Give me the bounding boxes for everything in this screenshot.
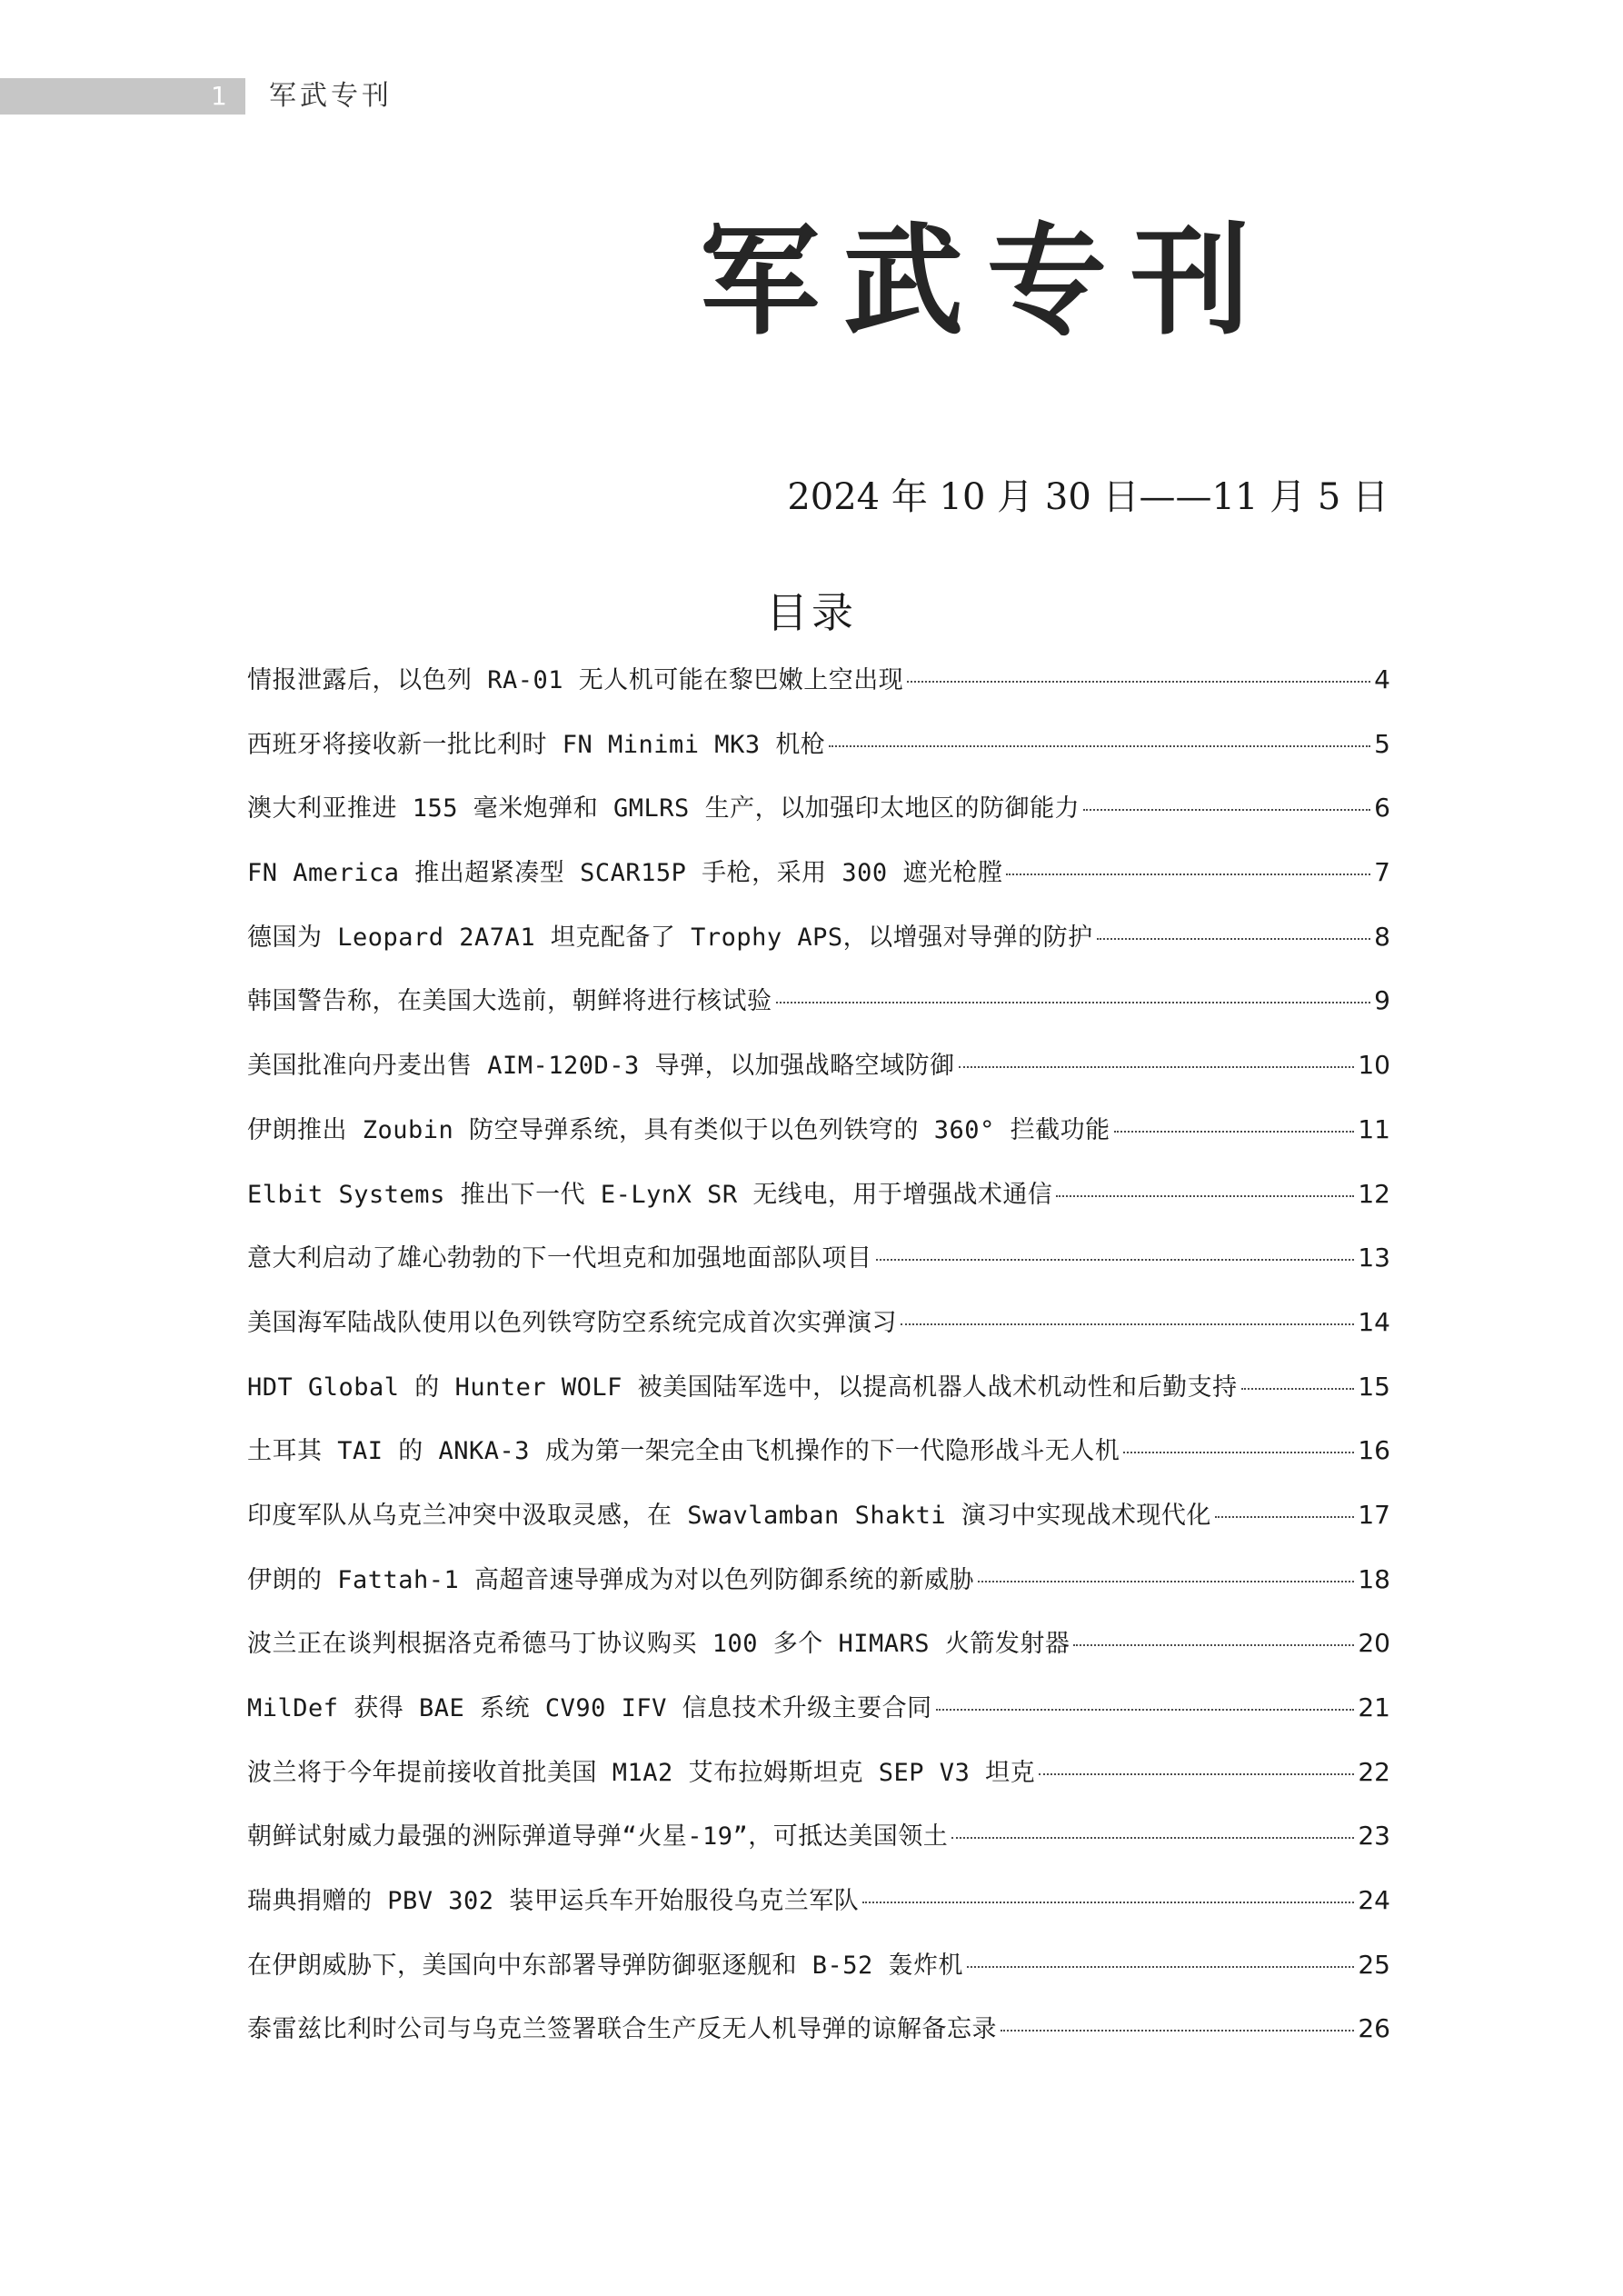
toc-dot-leader [1039,1773,1354,1775]
toc-entry-title: 美国批准向丹麦出售 AIM-120D-3 导弹，以加强战略空域防御 [247,1052,955,1081]
toc-entry[interactable] [247,1752,1390,1817]
header-bar [0,78,245,115]
toc-entry-title: 德国为 Leopard 2A7A1 坦克配备了 Trophy APS，以增强对导弹的防护 [247,923,1093,952]
toc-entry[interactable] [247,788,1390,853]
toc-entry-page: 10 [1358,1050,1390,1081]
toc-entry-title: 朝鲜试射威力最强的洲际弹道导弹“火星-19”，可抵达美国领土 [247,1822,949,1852]
toc-dot-leader [1097,938,1371,940]
toc-entry-page: 12 [1358,1178,1390,1209]
toc-entry-page: 8 [1374,921,1390,952]
toc-entry[interactable] [247,1174,1390,1239]
toc-entry-page: 21 [1358,1692,1390,1722]
toc-entry-page: 4 [1374,664,1390,694]
toc-dot-leader [776,1002,1371,1003]
toc-entry-title: 伊朗推出 Zoubin 防空导弹系统，具有类似于以色列铁穹的 360° 拦截功能 [247,1115,1110,1144]
toc-heading: 目录 [766,588,857,637]
toc-dot-leader [862,1902,1354,1903]
page-number: 1 [211,81,227,111]
toc-entry[interactable] [247,1688,1390,1752]
toc-entry-title: 意大利启动了雄心勃勃的下一代坦克和加强地面部队项目 [247,1244,872,1273]
toc-dot-leader [978,1581,1354,1582]
toc-entry[interactable] [247,660,1390,724]
toc-entry-title: 伊朗的 Fattah-1 高超音速导弹成为对以色列防御系统的新威胁 [247,1565,975,1594]
toc-entry-page: 26 [1358,2013,1390,2044]
toc-entry-page: 7 [1374,857,1390,888]
toc-entry[interactable] [247,724,1390,789]
toc-dot-leader [1056,1195,1354,1197]
toc-entry[interactable] [247,1623,1390,1688]
toc-dot-leader [951,1837,1354,1839]
toc-entry-page: 24 [1358,1885,1390,1916]
toc-entry-page: 16 [1358,1435,1390,1466]
toc-dot-leader [1083,809,1370,811]
toc-dot-leader [1123,1452,1354,1453]
toc-entry[interactable] [247,917,1390,982]
toc-entry-title: Elbit Systems 推出下一代 E-LynX SR 无线电，用于增强战术通信 [247,1180,1053,1209]
toc-entry-page: 13 [1358,1243,1390,1273]
toc-entry-title: 澳大利亚推进 155 毫米炮弹和 GMLRS 生产，以加强印太地区的防御能力 [247,794,1080,824]
toc-entry-title: 波兰正在谈判根据洛克希德马丁协议购买 100 多个 HIMARS 火箭发射器 [247,1630,1070,1659]
toc-entry-title: 在伊朗威胁下，美国向中东部署导弹防御驱逐舰和 B-52 轰炸机 [247,1951,964,1980]
toc-dot-leader [1114,1131,1355,1133]
toc-entry[interactable] [247,1945,1390,2010]
toc-dot-leader [1241,1388,1355,1390]
toc-entry[interactable] [247,1431,1390,1495]
toc-entry-page: 15 [1358,1371,1390,1402]
toc-entry-title: MilDef 获得 BAE 系统 CV90 IFV 信息技术升级主要合同 [247,1694,932,1722]
toc-entry[interactable] [247,1495,1390,1560]
toc-dot-leader [959,1066,1355,1068]
toc-dot-leader [967,1966,1354,1968]
toc-entry-title: FN America 推出超紧凑型 SCAR15P 手枪，采用 300 遮光枪膛 [247,859,1003,888]
toc-entry-page: 11 [1358,1113,1390,1144]
toc-entry[interactable] [247,1045,1390,1110]
toc-dot-leader [1073,1644,1354,1646]
toc-entry-page: 23 [1358,1821,1390,1852]
toc-entry-title: HDT Global 的 Hunter WOLF 被美国陆军选中，以提高机器人战术机动性和后勤支持 [247,1373,1238,1402]
toc-entry[interactable] [247,1238,1390,1303]
toc-entry-title: 西班牙将接收新一批比利时 FN Minimi MK3 机枪 [247,730,826,759]
toc-entry-page: 9 [1374,985,1390,1016]
page-title: 军武专刊 [700,211,1274,352]
toc-entry-page: 17 [1358,1499,1390,1530]
toc-entry[interactable] [247,1816,1390,1881]
toc-entry[interactable] [247,853,1390,917]
toc-entry-page: 5 [1374,728,1390,759]
toc-list [247,660,1390,2073]
toc-dot-leader [829,745,1370,747]
toc-dot-leader [876,1259,1355,1261]
toc-dot-leader [1001,2030,1354,2031]
toc-dot-leader [936,1709,1355,1711]
toc-entry-title: 美国海军陆战队使用以色列铁穹防空系统完成首次实弹演习 [247,1308,897,1337]
toc-entry[interactable] [247,981,1390,1045]
toc-entry-title: 韩国警告称，在美国大选前，朝鲜将进行核试验 [247,987,772,1016]
header-title: 军武专刊 [269,80,393,112]
toc-entry-page: 25 [1358,1949,1390,1980]
toc-entry-title: 印度军队从乌克兰冲突中汲取灵感，在 Swavlamban Shakti 演习中实现战术现代化 [247,1501,1211,1530]
toc-entry-title: 土耳其 TAI 的 ANKA-3 成为第一架完全由飞机操作的下一代隐形战斗无人机 [247,1437,1120,1466]
toc-entry-page: 20 [1358,1628,1390,1659]
toc-dot-leader [901,1323,1354,1325]
toc-entry[interactable] [247,2009,1390,2073]
toc-dot-leader [1215,1516,1355,1518]
toc-entry-title: 泰雷兹比利时公司与乌克兰签署联合生产反无人机导弹的谅解备忘录 [247,2015,997,2044]
toc-entry-page: 6 [1374,793,1390,824]
toc-entry[interactable] [247,1303,1390,1367]
toc-entry-title: 瑞典捐赠的 PBV 302 装甲运兵车开始服役乌克兰军队 [247,1887,860,1916]
toc-entry[interactable] [247,1110,1390,1174]
toc-entry-page: 14 [1358,1306,1390,1337]
toc-entry[interactable] [247,1367,1390,1432]
toc-entry[interactable] [247,1881,1390,1945]
toc-entry-title: 情报泄露后，以色列 RA-01 无人机可能在黎巴嫩上空出现 [247,666,904,694]
date-range: 2024 年 10 月 30 日——11 月 5 日 [787,476,1389,518]
toc-dot-leader [1006,873,1370,875]
toc-dot-leader [907,681,1370,683]
toc-entry-page: 22 [1358,1756,1390,1787]
toc-entry-page: 18 [1358,1563,1390,1594]
toc-entry-title: 波兰将于今年提前接收首批美国 M1A2 艾布拉姆斯坦克 SEP V3 坦克 [247,1758,1036,1787]
toc-entry[interactable] [247,1560,1390,1624]
